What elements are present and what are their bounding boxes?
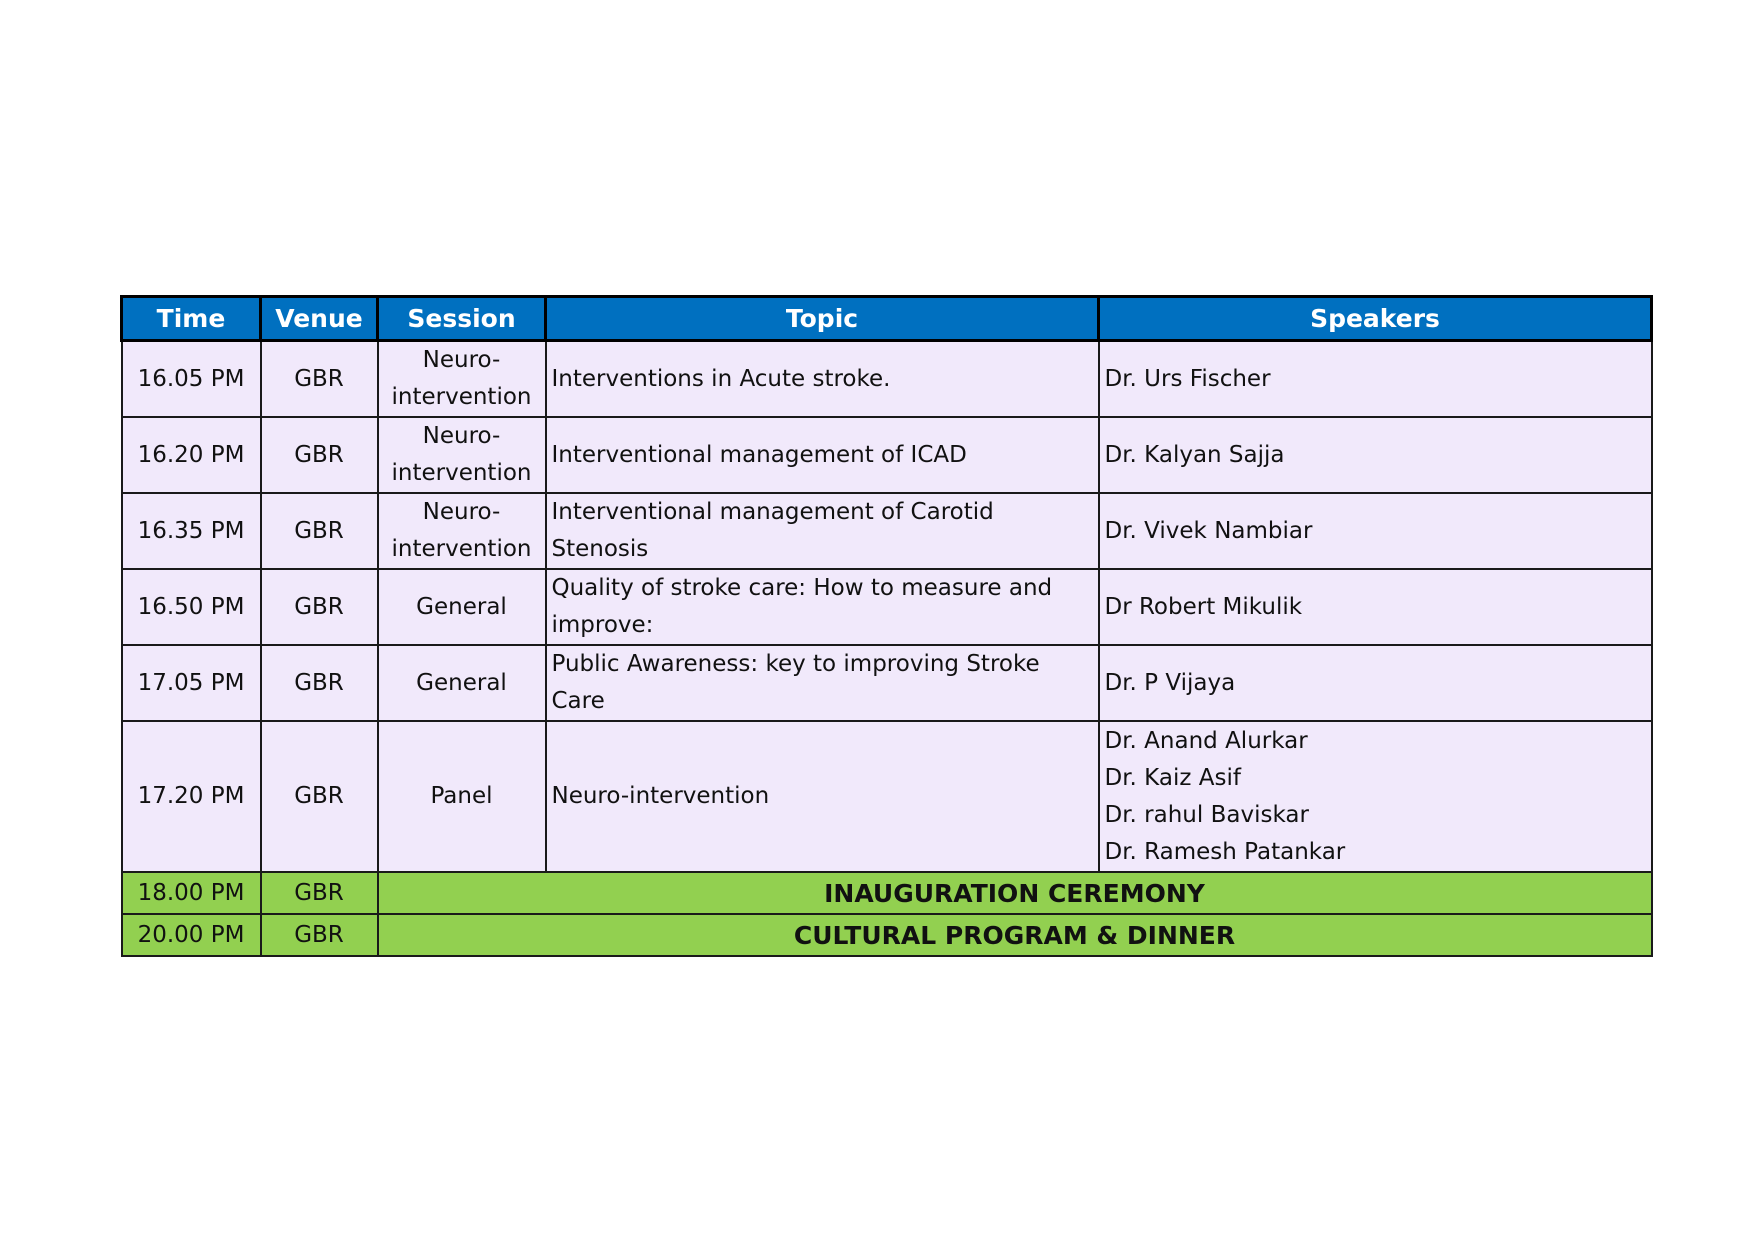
panel-speaker: Dr. Ramesh Patankar [1104,838,1346,865]
venue-cell: GBR [261,872,378,914]
time-cell: 16.50 PM [122,569,261,645]
panel-speaker: Dr. rahul Baviskar [1104,801,1309,828]
table-row [122,417,1652,493]
venue-cell: GBR [261,721,378,872]
speaker-cell: Dr. P Vijaya [1099,645,1652,721]
topic-cell: Quality of stroke care: How to measure and improve: [546,569,1099,645]
venue-cell: GBR [261,493,378,569]
venue-cell: GBR [261,645,378,721]
topic-cell: Interventions in Acute stroke. [546,341,1099,418]
panel-speaker: Dr. Anand Alurkar [1104,727,1308,754]
session-cell: Neuro-intervention [378,341,546,418]
time-cell: 17.20 PM [122,721,261,872]
session-cell: Neuro-intervention [378,417,546,493]
header-time: Time [122,297,261,341]
panel-speakers-cell [1099,721,1652,872]
time-cell: 16.05 PM [122,341,261,418]
table-row [122,341,1652,418]
header-session: Session [378,297,546,341]
table-row [122,645,1652,721]
header-speakers: Speakers [1099,297,1652,341]
speaker-cell: Dr. Vivek Nambiar [1099,493,1652,569]
event-title: CULTURAL PROGRAM & DINNER [378,914,1652,956]
time-cell: 18.00 PM [122,872,261,914]
event-row-cultural [122,914,1652,956]
topic-cell: Interventional management of Carotid Stenosis [546,493,1099,569]
speaker-cell: Dr. Kalyan Sajja [1099,417,1652,493]
header-topic: Topic [546,297,1099,341]
session-cell: General [378,569,546,645]
topic-cell: Neuro-intervention [546,721,1099,872]
speaker-cell: Dr Robert Mikulik [1099,569,1652,645]
time-cell: 16.35 PM [122,493,261,569]
time-cell: 20.00 PM [122,914,261,956]
table-row [122,569,1652,645]
time-cell: 17.05 PM [122,645,261,721]
time-cell: 16.20 PM [122,417,261,493]
session-cell: Panel [378,721,546,872]
event-row-inauguration [122,872,1652,914]
venue-cell: GBR [261,341,378,418]
session-cell: Neuro-intervention [378,493,546,569]
topic-cell: Public Awareness: key to improving Stroke Care [546,645,1099,721]
event-title: INAUGURATION CEREMONY [378,872,1652,914]
panel-row [122,721,1652,872]
table-row [122,493,1652,569]
schedule-table [120,295,1653,957]
topic-cell: Interventional management of ICAD [546,417,1099,493]
panel-speaker: Dr. Kaiz Asif [1104,764,1241,791]
session-cell: General [378,645,546,721]
venue-cell: GBR [261,417,378,493]
speaker-cell: Dr. Urs Fischer [1099,341,1652,418]
header-venue: Venue [261,297,378,341]
venue-cell: GBR [261,914,378,956]
header-row [122,297,1652,341]
venue-cell: GBR [261,569,378,645]
